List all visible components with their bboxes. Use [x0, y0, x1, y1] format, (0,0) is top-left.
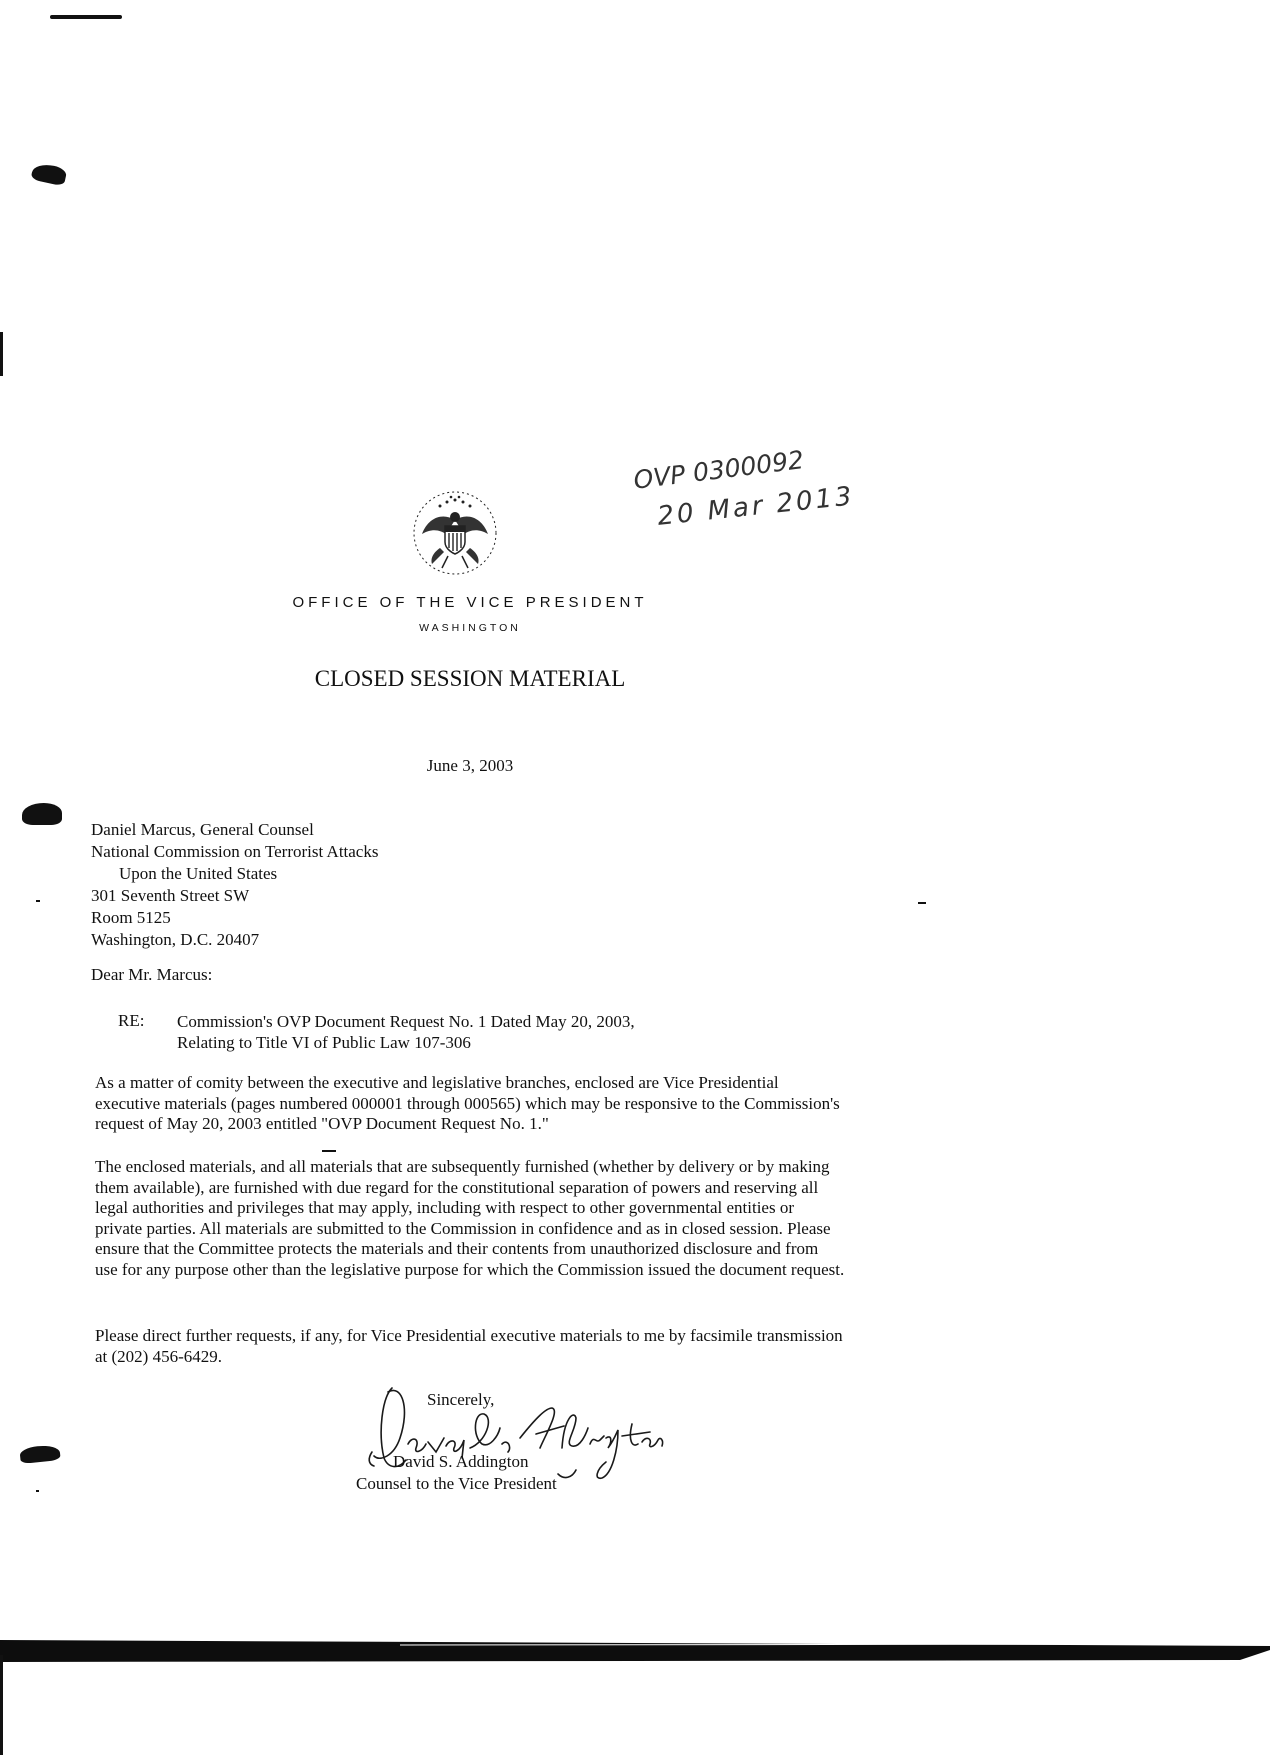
recipient-org-line-1: National Commission on Terrorist Attacks [91, 842, 379, 861]
letter-date: June 3, 2003 [426, 756, 514, 775]
recipient-street: 301 Seventh Street SW [91, 886, 250, 905]
handwritten-annotation-line-1: OVP 0300092 [632, 445, 806, 495]
body-paragraph-3: Please direct further requests, if any, for Vice Presidential executive materials to me by facsimile transmission at (202) 456-6429. [95, 1326, 843, 1366]
scan-artifact-punch-hole-1 [31, 162, 68, 187]
recipient-room: Room 5125 [91, 908, 171, 927]
scan-artifact-bottom-left-edge [0, 1655, 3, 1755]
handwritten-annotation-line-2: 20 Mar 2013 [656, 481, 856, 532]
classification-heading: CLOSED SESSION MATERIAL [314, 666, 626, 691]
scan-artifact-left-bar [0, 332, 3, 376]
signer-name: David S. Addington [393, 1452, 529, 1471]
salutation: Dear Mr. Marcus: [91, 965, 213, 984]
scan-artifact-speck-3 [36, 1490, 39, 1492]
re-subject-line-2: Relating to Title VI of Public Law 107-306 [177, 1033, 471, 1052]
re-subject [177, 1011, 635, 1053]
recipient-name-title: Daniel Marcus, General Counsel [91, 820, 314, 839]
recipient-address [91, 819, 378, 951]
scan-artifact-top-dash [50, 15, 122, 19]
re-label: RE: [118, 1011, 145, 1030]
letterhead-city: WASHINGTON [419, 622, 521, 634]
scan-artifact-speck-2 [918, 902, 926, 904]
scan-artifact-punch-hole-2 [22, 803, 62, 825]
recipient-org-line-2: Upon the United States [119, 864, 278, 883]
body-paragraph-2: The enclosed materials, and all materials that are subsequently furnished (whether by delivery or by making them available), are furnished with due regard for the constitutional separation of powers and reserving all legal authorities and privileges that may apply, including with respect to other governmental entities or private parties. All materials are submitted to the Commission in confidence and as in closed session. Please ensure that the Committee protects the materials and their contents from unauthorized disclosure and from use for any purpose other than the legislative purpose for which the Commission issued the document request. [95, 1157, 845, 1279]
body-paragraph-1: As a matter of comity between the executive and legislative branches, enclosed are Vice Presidential executive materials (pages numbered 000001 through 000565) which may be responsive to the Commission's request of May 20, 2003 entitled "OVP Document Request No. 1." [95, 1073, 840, 1133]
re-subject-line-1: Commission's OVP Document Request No. 1 Dated May 20, 2003, [177, 1012, 635, 1031]
closing: Sincerely, [427, 1390, 495, 1409]
scan-artifact-bottom-bar [0, 1638, 1275, 1664]
signer-title: Counsel to the Vice President [356, 1474, 557, 1493]
scan-artifact-punch-hole-3 [19, 1444, 60, 1464]
vice-president-seal-icon [412, 490, 498, 576]
letterhead-office: OFFICE OF THE VICE PRESIDENT [292, 594, 648, 611]
scan-artifact-speck-1 [36, 900, 40, 902]
scan-artifact-macron [322, 1150, 336, 1152]
recipient-city: Washington, D.C. 20407 [91, 930, 260, 949]
